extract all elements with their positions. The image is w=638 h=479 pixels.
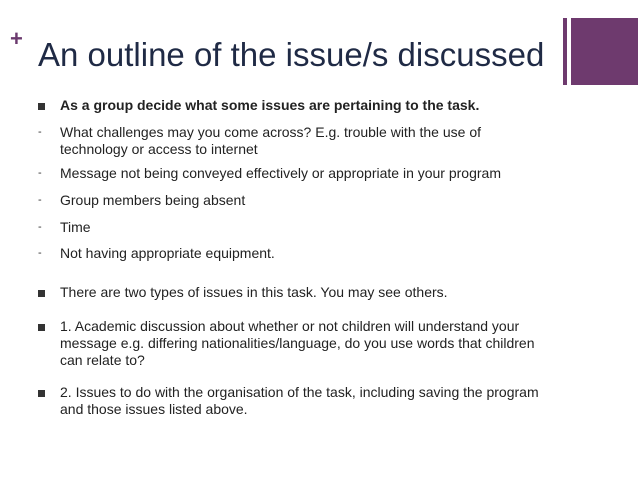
list-item-text: Time [60, 219, 91, 235]
dash-bullet: - [38, 126, 42, 138]
list-item-text: Not having appropriate equipment. [60, 245, 275, 261]
dash-bullet: - [38, 221, 42, 233]
dash-bullet: - [38, 247, 42, 259]
square-bullet-icon [38, 97, 45, 114]
list-item-text: 2. Issues to do with the organisation of the task, including saving the program and those issues listed above. [60, 384, 539, 417]
plus-icon: + [10, 26, 23, 51]
list-item-text: There are two types of issues in this task. You may see others. [60, 284, 448, 300]
square-bullet-icon [38, 284, 45, 301]
list-item-text: 1. Academic discussion about whether or not children will understand your message e.g. differing nationalities/language, do you use words that children can relate to? [60, 318, 535, 368]
list-item-text: What challenges may you come across? E.g. trouble with the use of technology or access to internet [60, 124, 481, 157]
accent-bar-thick [571, 18, 638, 85]
list-item-text: Message not being conveyed effectively or appropriate in your program [60, 165, 501, 181]
square-bullet-icon [38, 384, 45, 401]
dash-bullet: - [38, 194, 42, 206]
accent-bar-thin [563, 18, 567, 85]
slide-title: An outline of the issue/s discussed [38, 36, 545, 73]
dash-bullet: - [38, 167, 42, 179]
list-item-text: As a group decide what some issues are pertaining to the task. [60, 97, 480, 113]
square-bullet-icon [38, 318, 45, 335]
list-item-text: Group members being absent [60, 192, 246, 208]
